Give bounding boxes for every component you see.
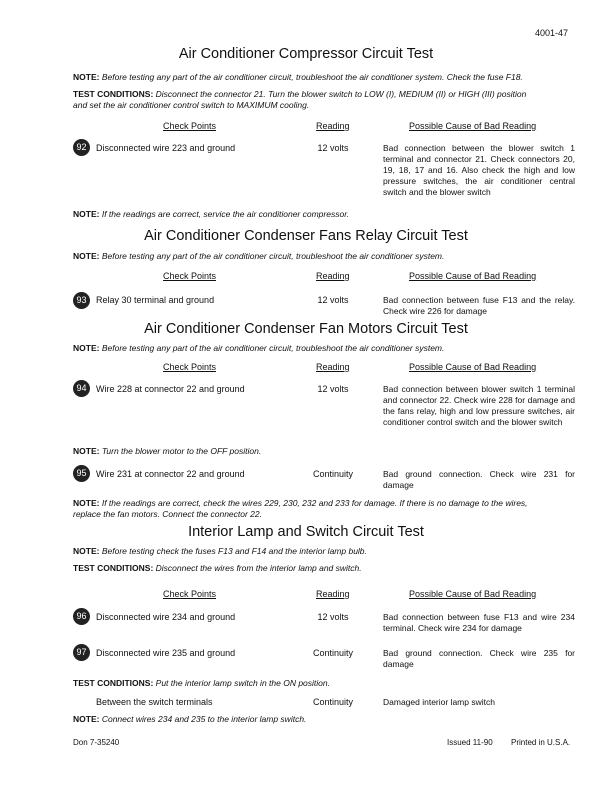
header-cause: Possible Cause of Bad Reading — [409, 589, 537, 599]
reading-value: Continuity — [312, 697, 354, 707]
check-point: Disconnected wire 235 and ground — [96, 648, 236, 658]
footer-printed: Printed in U.S.A. — [511, 738, 571, 747]
section-title-compressor: Air Conditioner Compressor Circuit Test — [178, 46, 434, 62]
check-point: Disconnected wire 223 and ground — [96, 143, 236, 153]
note: NOTE: If the readings are correct, service the air conditioner compressor. — [73, 209, 350, 219]
test-conditions: TEST CONDITIONS: Disconnect the connector 21. Turn the blower switch to LOW (I), MEDIUM (II) or HIGH (III) position and set the air conditioner control switch to MAXIMUM cooling. — [73, 89, 527, 110]
reading-value: Continuity — [312, 648, 354, 658]
note: NOTE: Before testing any part of the air conditioner circuit, troubleshoot the air conditioner system. — [73, 251, 445, 261]
reading-value: 12 volts — [317, 143, 349, 153]
note: NOTE: Before testing check the fuses F13 and F14 and the interior lamp bulb. — [73, 546, 367, 556]
header-check-points: Check Points — [163, 589, 217, 599]
step-number-badge: 95 — [73, 465, 90, 482]
footer-doc-number: Don 7-35240 — [73, 738, 120, 747]
step-number-badge: 96 — [73, 608, 90, 625]
possible-cause: Damaged interior lamp switch — [383, 697, 495, 707]
step-number-badge: 93 — [73, 292, 90, 309]
section-title-interior-lamp: Interior Lamp and Switch Circuit Test — [188, 524, 424, 540]
note: NOTE: Before testing any part of the air conditioner circuit, troubleshoot the air conditioner system. Check the fuse F18. — [73, 72, 523, 82]
header-check-points: Check Points — [163, 362, 217, 372]
test-conditions: TEST CONDITIONS: Disconnect the wires from the interior lamp and switch. — [73, 563, 362, 573]
possible-cause: Bad connection between fuse F13 and the relay. Check wire 226 for damage — [383, 295, 575, 316]
reading-value: Continuity — [312, 469, 354, 479]
note: NOTE: Connect wires 234 and 235 to the interior lamp switch. — [73, 714, 307, 724]
section-title-fan-motors: Air Conditioner Condenser Fan Motors Circuit Test — [144, 321, 468, 337]
header-reading: Reading — [316, 362, 350, 372]
check-point: Wire 231 at connector 22 and ground — [96, 469, 245, 479]
header-check-points: Check Points — [163, 121, 217, 131]
note: NOTE: Before testing any part of the air conditioner circuit, troubleshoot the air conditioner system. — [73, 343, 445, 353]
check-point: Wire 228 at connector 22 and ground — [96, 384, 245, 394]
possible-cause: Bad connection between the blower switch 1 terminal and connector 21. Check connectors 20, 19, 18, 17 and 16. Also check the high and low pressure switches, the air conditioner central switch and the blower switch — [383, 143, 575, 197]
header-cause: Possible Cause of Bad Reading — [409, 362, 537, 372]
reading-value: 12 volts — [317, 384, 349, 394]
check-point: Disconnected wire 234 and ground — [96, 612, 236, 622]
step-number-badge: 97 — [73, 644, 90, 661]
possible-cause: Bad ground connection. Check wire 235 for damage — [383, 648, 575, 669]
header-reading: Reading — [316, 589, 350, 599]
header-cause: Possible Cause of Bad Reading — [409, 271, 537, 281]
reading-value: 12 volts — [317, 295, 349, 305]
step-number-badge: 92 — [73, 139, 90, 156]
possible-cause: Bad connection between blower switch 1 terminal and connector 22. Check wire 228 for damage and the fans relay, high and low pressure switches, air conditioner control switch and the blower switch — [383, 384, 575, 427]
header-reading: Reading — [316, 271, 350, 281]
check-point: Relay 30 terminal and ground — [96, 295, 215, 305]
page-number: 4001-47 — [534, 28, 568, 38]
step-number-badge: 94 — [73, 380, 90, 397]
header-reading: Reading — [316, 121, 350, 131]
check-point: Between the switch terminals — [96, 697, 213, 707]
footer-issued: Issued 11-90 — [447, 738, 493, 747]
reading-value: 12 volts — [317, 612, 349, 622]
test-conditions: TEST CONDITIONS: Put the interior lamp switch in the ON position. — [73, 678, 330, 688]
note: NOTE: If the readings are correct, check the wires 229, 230, 232 and 233 for damage. If there is no damage to the wires, replace the fan motors. Connect the connector 22. — [73, 498, 528, 519]
possible-cause: Bad connection between fuse F13 and wire 234 terminal. Check wire 234 for damage — [383, 612, 575, 633]
note: NOTE: Turn the blower motor to the OFF position. — [73, 446, 262, 456]
section-title-fans-relay: Air Conditioner Condenser Fans Relay Circuit Test — [144, 228, 468, 244]
header-check-points: Check Points — [163, 271, 217, 281]
possible-cause: Bad ground connection. Check wire 231 for damage — [383, 469, 575, 490]
header-cause: Possible Cause of Bad Reading — [409, 121, 537, 131]
